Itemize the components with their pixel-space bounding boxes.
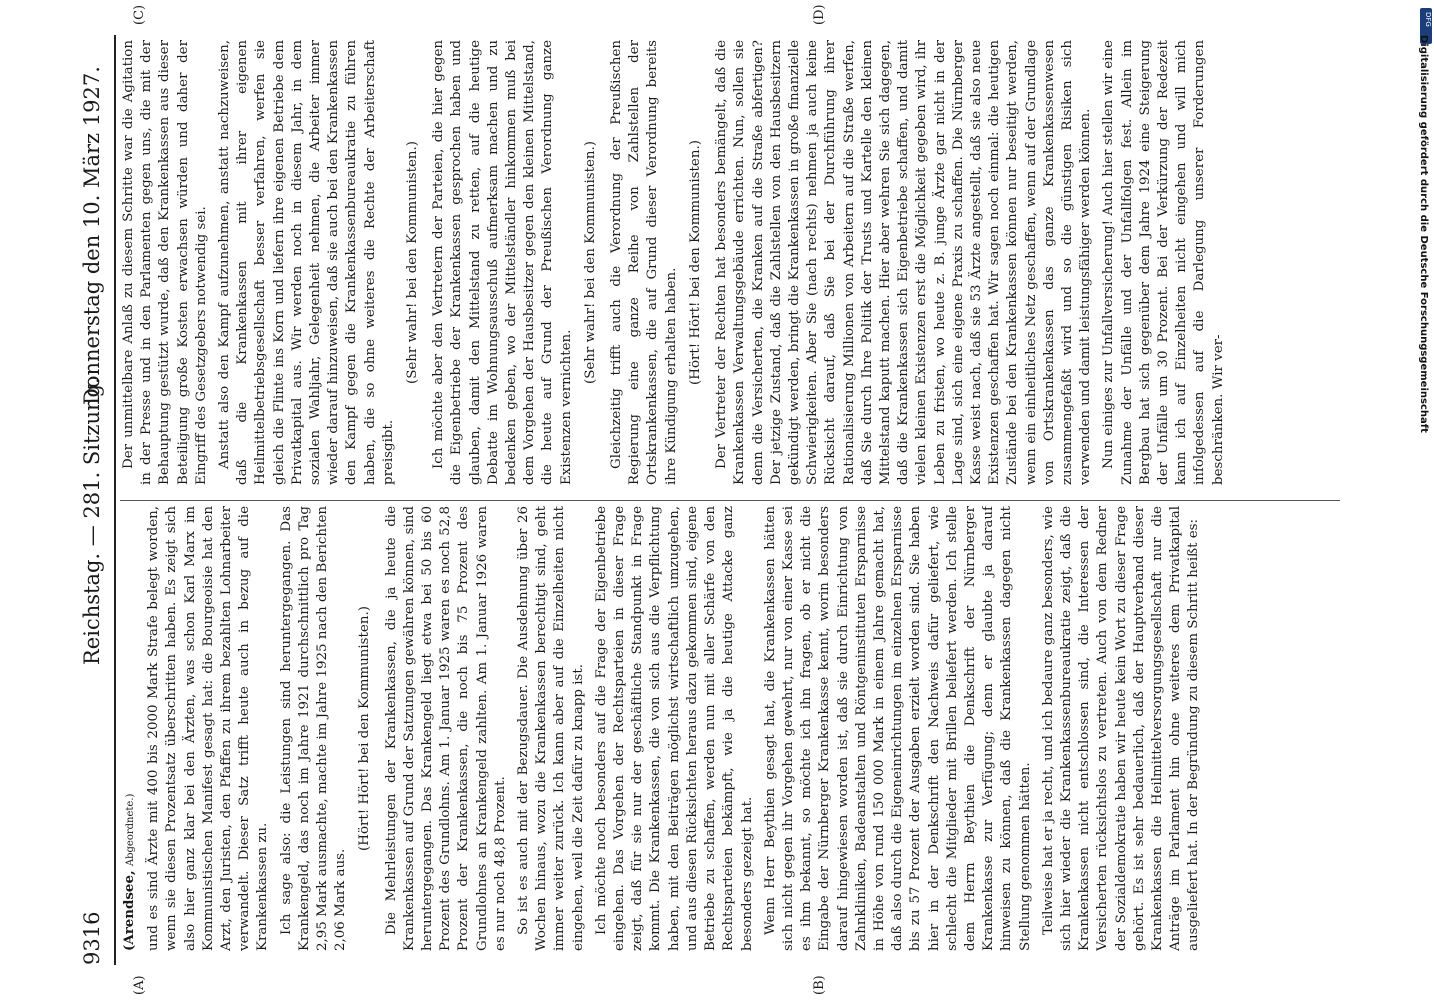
paragraph: Ich möchte aber den Vertretern der Parteien, die hier gegen die Eigenbetriebe der Krankenkassen gesprochen haben und glauben, damit den Mittelstand zu retten, auf die heutige Debatte im Wohnungsausschuß aufmerksam machen und zu bedenken geben, wo der Mittelständler hinkommen muß bei dem Vorgehen der Hausbesitzer gegen den kleinen Mittelstand, die heute auf Grund der Preußischen Verordnung ganze Existenzen vernichten. <box>431 40 574 485</box>
speaker-name: (Arendsee, <box>121 870 137 951</box>
header-rule <box>114 35 116 965</box>
page-number: 9316 <box>80 911 104 965</box>
paragraph: Teilweise hat er ja recht, und ich bedaure ganz besonders, wie sich hier wieder die Krankenkassenbureaukratie zeigt, daß die Krankenkassen nicht entschlossen sind, die Interessen der Versicherten rücksichtslos zu vertreten. Auch von dem Redner der Sozialdemokratie haben wir heute kein Wort zu dieser Frage gehört. Es ist sehr bedauerlich, daß der Hauptverband dieser Krankenkassen die Heilmittelversorgungsgesellschaft nur die Anträge im Parlament hin ohne weiteres dem Privatkapital ausgeliefert hat. In der Begründung zu diesem Schritt heißt es: <box>1040 506 1202 951</box>
paragraph: Der Vertreter der Rechten hat besonders bemängelt, daß die Krankenkassen Verwaltungsgebäude errichten. Nun, sollen sie denn die Versicherten, die Kranken auf die Straße abfertigen? Der jetzige Zustand, daß die Zahlstellen von den Hausbesitzern gekündigt werden, bringt die Krankenkassen in große finanzielle Schwierigkeiten. Aber Sie (nach rechts) nehmen ja auch keine Rücksicht darauf, daß Sie bei der Durchführung ihrer Rationalisierung Millionen von Arbeitern auf die Straße werfen, daß Sie durch Ihre Politik der Trusts und Kartelle den kleinen Mittelstand kaputt machen. Hier aber wehren Sie sich dagegen, daß die Krankenkassen sich Eigenbetriebe schaffen, und damit vielen kleinen Existenzen erst die Möglichkeit gegeben wird, ihr Leben zu fristen, wo heute z. B. junge Ärzte gar nicht in der Lage sind, sich eine eigene Praxis zu schaffen. Die Nürnberger Kasse weist nach, daß sie 53 Ärzte angestellt, daß sie also neue Existenzen geschaffen hat. Wir sagen noch einmal: die heutigen Zustände bei den Krankenkassen können nur beseitigt werden, wenn ein einheitliches Netz geschaffen, wenn auf der Grundlage von Ortskrankenkassen das ganze Krankenkassenwesen zusammengefaßt wird und so die günstigen Risiken sich verwenden und damit leistungsfähiger werden können. <box>714 40 1094 485</box>
margin-mark-c: (C) <box>132 4 147 25</box>
interjection: (Hört! Hört! bei den Kommunisten.) <box>687 140 703 385</box>
header-session-title: Reichstag. — 281. Sitzung. <box>80 377 104 665</box>
paragraph: Gleichzeitig trifft auch die Verordnung der Preußischen Regierung eine ganze Reihe von Zahlstellen der Ortskrankenkassen, die auf Grund dieser Verordnung bereits ihre Kündigung erhalten haben. <box>609 40 679 485</box>
paragraph: und es sind Ärzte mit 400 bis 2000 Mark Strafe belegt worden, wenn sie diesen Prozentsatz überschritten haben. Es zeigt sich also hier ganz klar bei den Ärzten, was schon Karl Marx im Kommunistischen Manifest gesagt hat: die Bourgeoisie hat den Arzt, den Juristen, den Pfaffen zu ihrem bezahlten Lohnarbeiter verwandelt. Dieser Satz trifft heute auch in bezug auf die Krankenkassen zu. <box>146 506 271 951</box>
margin-mark-b: (B) <box>812 975 827 995</box>
paragraph: Nun einiges zur Unfallversicherung! Auch hier stellen wir eine Zunahme der Unfälle und der Unfallfolgen fest. Allein im Bergbau hat sich gegenüber dem Jahre 1924 eine Steigerung der Unfälle um 30 Prozent. Bei der Verkürzung der Redezeit kann ich auf Einzelheiten nicht eingehen und will mich infolgedessen auf die Darlegung unserer Forderungen beschränken. Wir ver- <box>1101 40 1226 485</box>
paragraph: Anstatt also den Kampf aufzunehmen, anstatt nachzuweisen, daß die Krankenkassen mit ihrer eigenen Heilmittelbetriebsgesellschaft besser verfahren, werfen sie gleich die Flinte ins Korn und liefern ihre eigenen Betriebe dem Privatkapital aus. Wir werden noch in diesem Jahr, in dem sozialen Wahljahr, Gelegenheit nehmen, die Arbeiter immer wieder darauf hinzuweisen, daß sie auch bei den Krankenkassen den Kampf gegen die Krankenkassenbureaukratie zu führen haben, die so ohne weiteres die Rechte der Arbeiterschaft preisgibt. <box>217 40 396 485</box>
paragraph: Der unmittelbare Anlaß zu diesem Schritte war die Agitation in der Presse und in den Parlamenten gegen uns, die mit der Behauptung gestützt wurde, daß den Krankenkassen aus dieser Beteiligung große Kosten erwachsen würden und daher der Eingriff des Gesetzgebers notwendig sei. <box>121 40 209 485</box>
interjection: (Sehr wahr! bei den Kommunisten.) <box>582 140 598 385</box>
paragraph: Ich sage also: die Leistungen sind heruntergegangen. Das Krankengeld, das noch im Jahre 1921 durchschnittlich pro Tag 2,95 Mark ausmachte, machte im Jahre 1925 nach den Berichten 2,06 Mark aus. <box>278 506 349 951</box>
margin-mark-d: (D) <box>812 4 827 25</box>
paragraph: Ich möchte noch besonders auf die Frage der Eigenbetriebe eingehen. Das Vorgehen der Rechtsparteien in dieser Frage zeigt, daß für sie nur der geschäftliche Standpunkt in Frage kommt. Die Krankenkassen, die von sich aus die Verpflichtung haben, mit den Beiträgen möglichst wirtschaftlich umzugehen, und aus diesen Rücksichten heraus dazu gekommen sind, eigene Betriebe zu schaffen, werden nun mit aller Schärfe von den Rechtsparteien bekämpft, wie ja die heutige Attacke ganz besonders gezeigt hat. <box>593 506 755 951</box>
digitization-credit-bar <box>1418 10 1434 990</box>
column-divider <box>120 500 1340 501</box>
interjection: (Hört! Hört! bei den Kommunisten.) <box>357 606 373 851</box>
rotated-page <box>70 4 1410 995</box>
paragraph: Die Mehrleistungen der Krankenkassen, die ja heute die Krankenkassen auf Grund der Satzungen gewähren können, sind heruntergegangen. Das Krankengeld liegt etwa bei 50 bis 60 Prozent des Grundlohns. Am 1. Januar 1925 waren es noch 52,8 Prozent der Krankenkassen, die noch bis 75 Prozent des Grundlohnes an Krankengeld zahlten. Am 1. Januar 1926 waren es nur noch 48,8 Prozent. <box>383 506 508 951</box>
dfg-logo-text: DFG <box>1424 12 1432 27</box>
paragraph: So ist es auch mit der Bezugsdauer. Die Ausdehnung über 26 Wochen hinaus, wozu die Krankenkassen berechtigt sind, geht immer weiter zurück. Ich kann aber auf die Einzelheiten nicht eingehen, weil die Zeit dafür zu knapp ist. <box>516 506 586 951</box>
page-header <box>80 35 110 965</box>
digitization-credit: Digitalisierung gefördert durch die Deutsche Forschungsgemeinschaft <box>1418 35 1429 433</box>
header-date: Donnerstag den 10. März 1927. <box>80 66 104 405</box>
interjection: (Sehr wahr! bei den Kommunisten.) <box>405 140 421 385</box>
paragraph: Wenn Herr Beythien gesagt hat, die Krankenkassen hätten sich nicht gegen ihr Vorgehen gewehrt, nur von einer Kasse sei es ihm bekannt, so möchte ich ihn fragen, ob er nicht die Eingabe der Nürnberger Krankenkasse kennt, worin besonders darauf hingewiesen worden ist, daß sie durch Einrichtung von Zahnkliniken, Badeanstalten und Röntgeninstituten Ersparnisse in Höhe von rund 150 000 Mark in einem Jahre gemacht hat, daß also durch die Eigeneinrichtungen im einzelnen Ersparnisse bis zu 57 Prozent der Ausgaben erzielt worden sind. Sie haben hier in der Denkschrift den Nachweis dafür geliefert, wie schlecht die Mitglieder mit Brillen beliefert werden. Ich stelle dem Herrn Beythien die Denkschrift der Nürnberger Krankenkasse zur Verfügung; denn er glaubte ja darauf hinweisen zu können, daß die Krankenkassen dagegen nicht Stellung genommen hätten. <box>762 506 1033 951</box>
speaker-role: Abgeordnete.) <box>125 793 136 867</box>
speaker-line <box>120 506 140 951</box>
margin-mark-a: (A) <box>132 975 147 995</box>
right-column <box>120 40 1350 485</box>
left-column <box>120 506 1350 951</box>
